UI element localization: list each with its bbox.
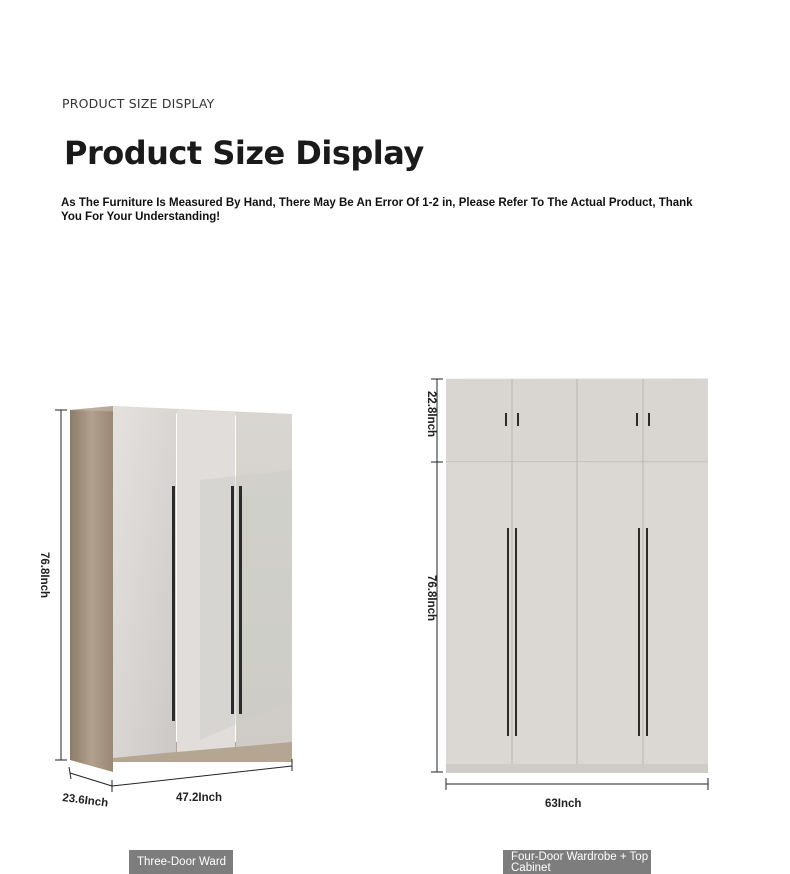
right-width-label: 63Inch — [545, 798, 582, 810]
right-product-caption: Four-Door Wardrobe + Top Cabinet — [503, 850, 651, 874]
three-door-wardrobe-illustration — [70, 406, 292, 772]
door-gloss-reflection — [200, 470, 292, 740]
door-1 — [113, 406, 176, 758]
measurement-note: As The Furniture Is Measured By Hand, There May Be An Error Of 1-2 in, Please Refer To The Actual Product, Thank You For Your Understanding! — [61, 197, 693, 223]
plinth — [446, 764, 708, 773]
handle-center-right — [239, 486, 242, 714]
page-title: Product Size Display — [64, 134, 424, 172]
right-top-height-label: 22.8Inch — [425, 391, 437, 438]
left-width-label: 47.2Inch — [176, 792, 223, 804]
four-door-wardrobe-illustration — [446, 378, 708, 773]
left-height-label: 76.8Inch — [38, 552, 50, 599]
wardrobe-side-panel — [70, 406, 113, 772]
eyebrow-label: PRODUCT SIZE DISPLAY — [62, 96, 215, 111]
handle-left — [172, 486, 175, 721]
right-height-label: 76.8Inch — [425, 575, 437, 622]
handle-center-left — [231, 486, 234, 714]
left-depth-label: 23.6Inch — [61, 792, 109, 810]
left-product-caption: Three-Door Ward — [129, 850, 233, 874]
wardrobe-doors — [113, 406, 292, 758]
